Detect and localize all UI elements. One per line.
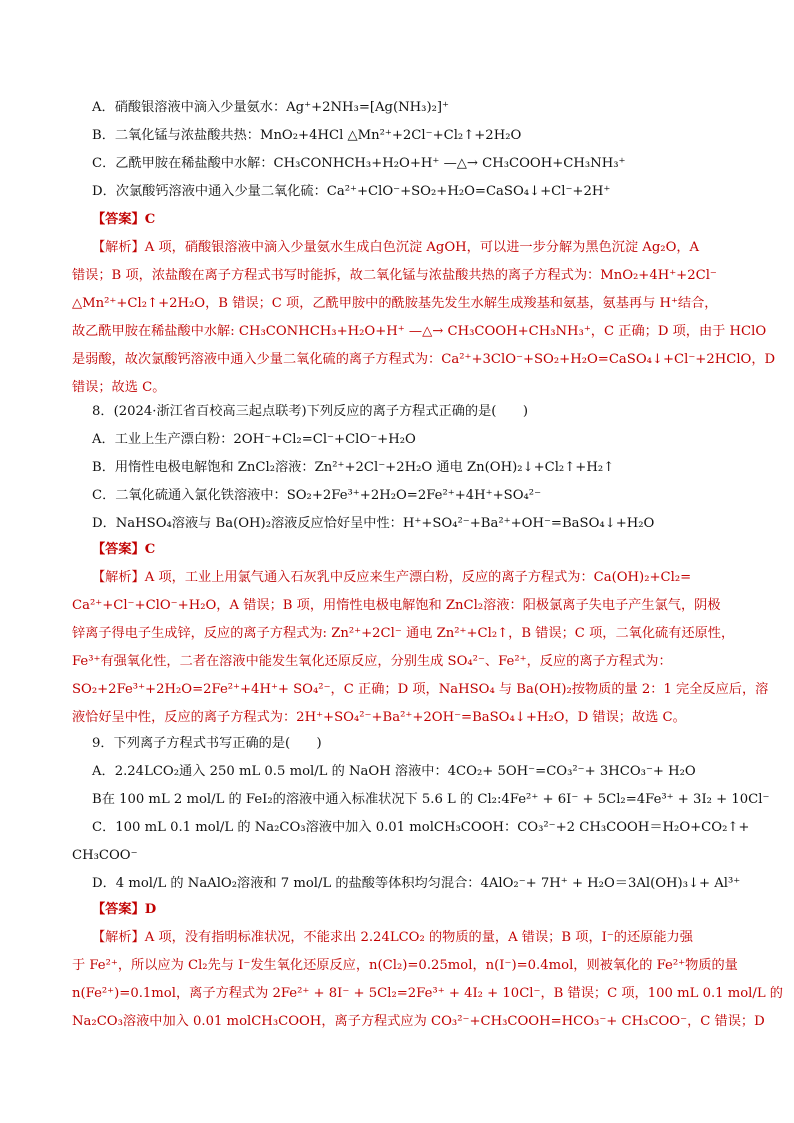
q8-analysis-line: 锌离子得电子生成锌，反应的离子方程式为: Zn²⁺+2Cl⁻ 通电 Zn²⁺+Cl₂↑，B 错误；C 项，二氧化硫有还原性， bbox=[72, 626, 735, 641]
q9-answer: 【答案】D bbox=[92, 902, 157, 917]
q9-analysis-line: 于 Fe²⁺，所以应为 Cl₂先与 I⁻发生氧化还原反应，n(Cl₂)=0.25mol，n(I⁻)=0.4mol，则被氧化的 Fe²⁺物质的量 bbox=[72, 958, 738, 973]
q7-analysis-line: 故乙酰甲胺在稀盐酸中水解: CH₃CONHCH₃+H₂O+H⁺ —△→ CH₃COOH+CH₃NH₃⁺，C 正确；D 项，由于 HClO bbox=[72, 324, 767, 339]
q9-analysis-line: Na₂CO₃溶液中加入 0.01 molCH₃COOH，离子方程式应为 CO₃²⁻+CH₃COOH=HCO₃⁻+ CH₃COO⁻，C 错误；D bbox=[72, 1014, 765, 1029]
q8-analysis-line: Fe³⁺有强氧化性，二者在溶液中能发生氧化还原反应，分别生成 SO₄²⁻、Fe²⁺，反应的离子方程式为： bbox=[72, 654, 672, 669]
q7-analysis-line: 是弱酸，故次氯酸钙溶液中通入少量二氧化硫的离子方程式为：Ca²⁺+3ClO⁻+SO₂+H₂O=CaSO₄↓+Cl⁻+2HClO，D bbox=[72, 352, 776, 367]
q7-analysis-line: △Mn²⁺+Cl₂↑+2H₂O，B 错误；C 项，乙酰甲胺中的酰胺基先发生水解生成羧基和氨基，氨基再与 H⁺结合， bbox=[72, 296, 718, 311]
q8-answer: 【答案】C bbox=[92, 542, 156, 557]
q9-analysis-line: n(Fe²⁺)=0.1mol，离子方程式为 2Fe²⁺ + 8I⁻ + 5Cl₂=2Fe³⁺ + 4I₂ + 10Cl⁻，B 错误；C 项，100 mL 0.1 mol/L 的 bbox=[72, 986, 783, 1001]
q7-option-a: A．硝酸银溶液中滴入少量氨水：Ag⁺+2NH₃=[Ag(NH₃)₂]⁺ bbox=[92, 100, 450, 115]
q8-analysis-line: 【解析】A 项，工业上用氯气通入石灰乳中反应来生产漂白粉，反应的离子方程式为：Ca(OH)₂+Cl₂= bbox=[92, 570, 692, 585]
q9-analysis-line: 【解析】A 项，没有指明标准状况，不能求出 2.24LCO₂ 的物质的量，A 错误；B 项，I⁻的还原能力强 bbox=[92, 930, 693, 945]
q8-option-a: A．工业上生产漂白粉：2OH⁻+Cl₂=Cl⁻+ClO⁻+H₂O bbox=[92, 432, 416, 447]
q7-answer: 【答案】C bbox=[92, 212, 156, 227]
q9-option-c-continued: CH₃COO⁻ bbox=[72, 848, 138, 863]
q8-option-d: D．NaHSO₄溶液与 Ba(OH)₂溶液反应恰好呈中性：H⁺+SO₄²⁻+Ba²⁺+OH⁻=BaSO₄↓+H₂O bbox=[92, 516, 655, 531]
q8-stem: 8．(2024·浙江省百校高三起点联考)下列反应的离子方程式正确的是( ) bbox=[92, 404, 528, 419]
q8-option-b: B．用惰性电极电解饱和 ZnCl₂溶液：Zn²⁺+2Cl⁻+2H₂O 通电 Zn(OH)₂↓+Cl₂↑+H₂↑ bbox=[92, 460, 615, 475]
q8-analysis-line: 液恰好呈中性，反应的离子方程式为：2H⁺+SO₄²⁻+Ba²⁺+2OH⁻=BaSO₄↓+H₂O，D 错误；故选 C。 bbox=[72, 710, 686, 725]
q9-option-d: D．4 mol/L 的 NaAlO₂溶液和 7 mol/L 的盐酸等体积均匀混合：4AlO₂⁻+ 7H⁺ + H₂O＝3Al(OH)₃↓+ Al³⁺ bbox=[92, 876, 741, 891]
q9-option-a: A．2.24LCO₂通入 250 mL 0.5 mol/L 的 NaOH 溶液中：4CO₂+ 5OH⁻=CO₃²⁻+ 3HCO₃⁻+ H₂O bbox=[92, 764, 696, 779]
q7-option-b: B．二氧化锰与浓盐酸共热：MnO₂+4HCl △Mn²⁺+2Cl⁻+Cl₂↑+2H₂O bbox=[92, 128, 522, 143]
q9-option-b: B在 100 mL 2 mol/L 的 FeI₂的溶液中通入标准状况下 5.6 L 的 Cl₂:4Fe²⁺ + 6I⁻ + 5Cl₂=4Fe³⁺ + 3I₂ + 10Cl⁻ bbox=[92, 792, 770, 807]
q7-analysis-line: 错误；B 项，浓盐酸在离子方程式书写时能拆，故二氧化锰与浓盐酸共热的离子方程式为：MnO₂+4H⁺+2Cl⁻ bbox=[72, 268, 717, 283]
q9-stem: 9．下列离子方程式书写正确的是( ) bbox=[92, 736, 322, 751]
q8-analysis-line: SO₂+2Fe³⁺+2H₂O=2Fe²⁺+4H⁺+ SO₄²⁻，C 正确；D 项，NaHSO₄ 与 Ba(OH)₂按物质的量 2：1 完全反应后，溶 bbox=[72, 682, 769, 697]
q8-analysis-line: Ca²⁺+Cl⁻+ClO⁻+H₂O，A 错误；B 项，用惰性电极电解饱和 ZnCl₂溶液：阳极氯离子失电子产生氯气，阴极 bbox=[72, 598, 721, 613]
q9-option-c: C．100 mL 0.1 mol/L 的 Na₂CO₃溶液中加入 0.01 molCH₃COOH：CO₃²⁻+2 CH₃COOH＝H₂O+CO₂↑+ bbox=[92, 820, 750, 835]
q8-option-c: C．二氧化硫通入氯化铁溶液中：SO₂+2Fe³⁺+2H₂O=2Fe²⁺+4H⁺+SO₄²⁻ bbox=[92, 488, 542, 503]
q7-option-d: D．次氯酸钙溶液中通入少量二氧化硫：Ca²⁺+ClO⁻+SO₂+H₂O=CaSO₄↓+Cl⁻+2H⁺ bbox=[92, 184, 611, 199]
q7-analysis-line: 【解析】A 项，硝酸银溶液中滴入少量氨水生成白色沉淀 AgOH，可以进一步分解为黑色沉淀 Ag₂O，A bbox=[92, 240, 700, 255]
q7-option-c: C．乙酰甲胺在稀盐酸中水解：CH₃CONHCH₃+H₂O+H⁺ —△→ CH₃COOH+CH₃NH₃⁺ bbox=[92, 156, 626, 171]
q7-analysis-line: 错误；故选 C。 bbox=[72, 380, 166, 395]
